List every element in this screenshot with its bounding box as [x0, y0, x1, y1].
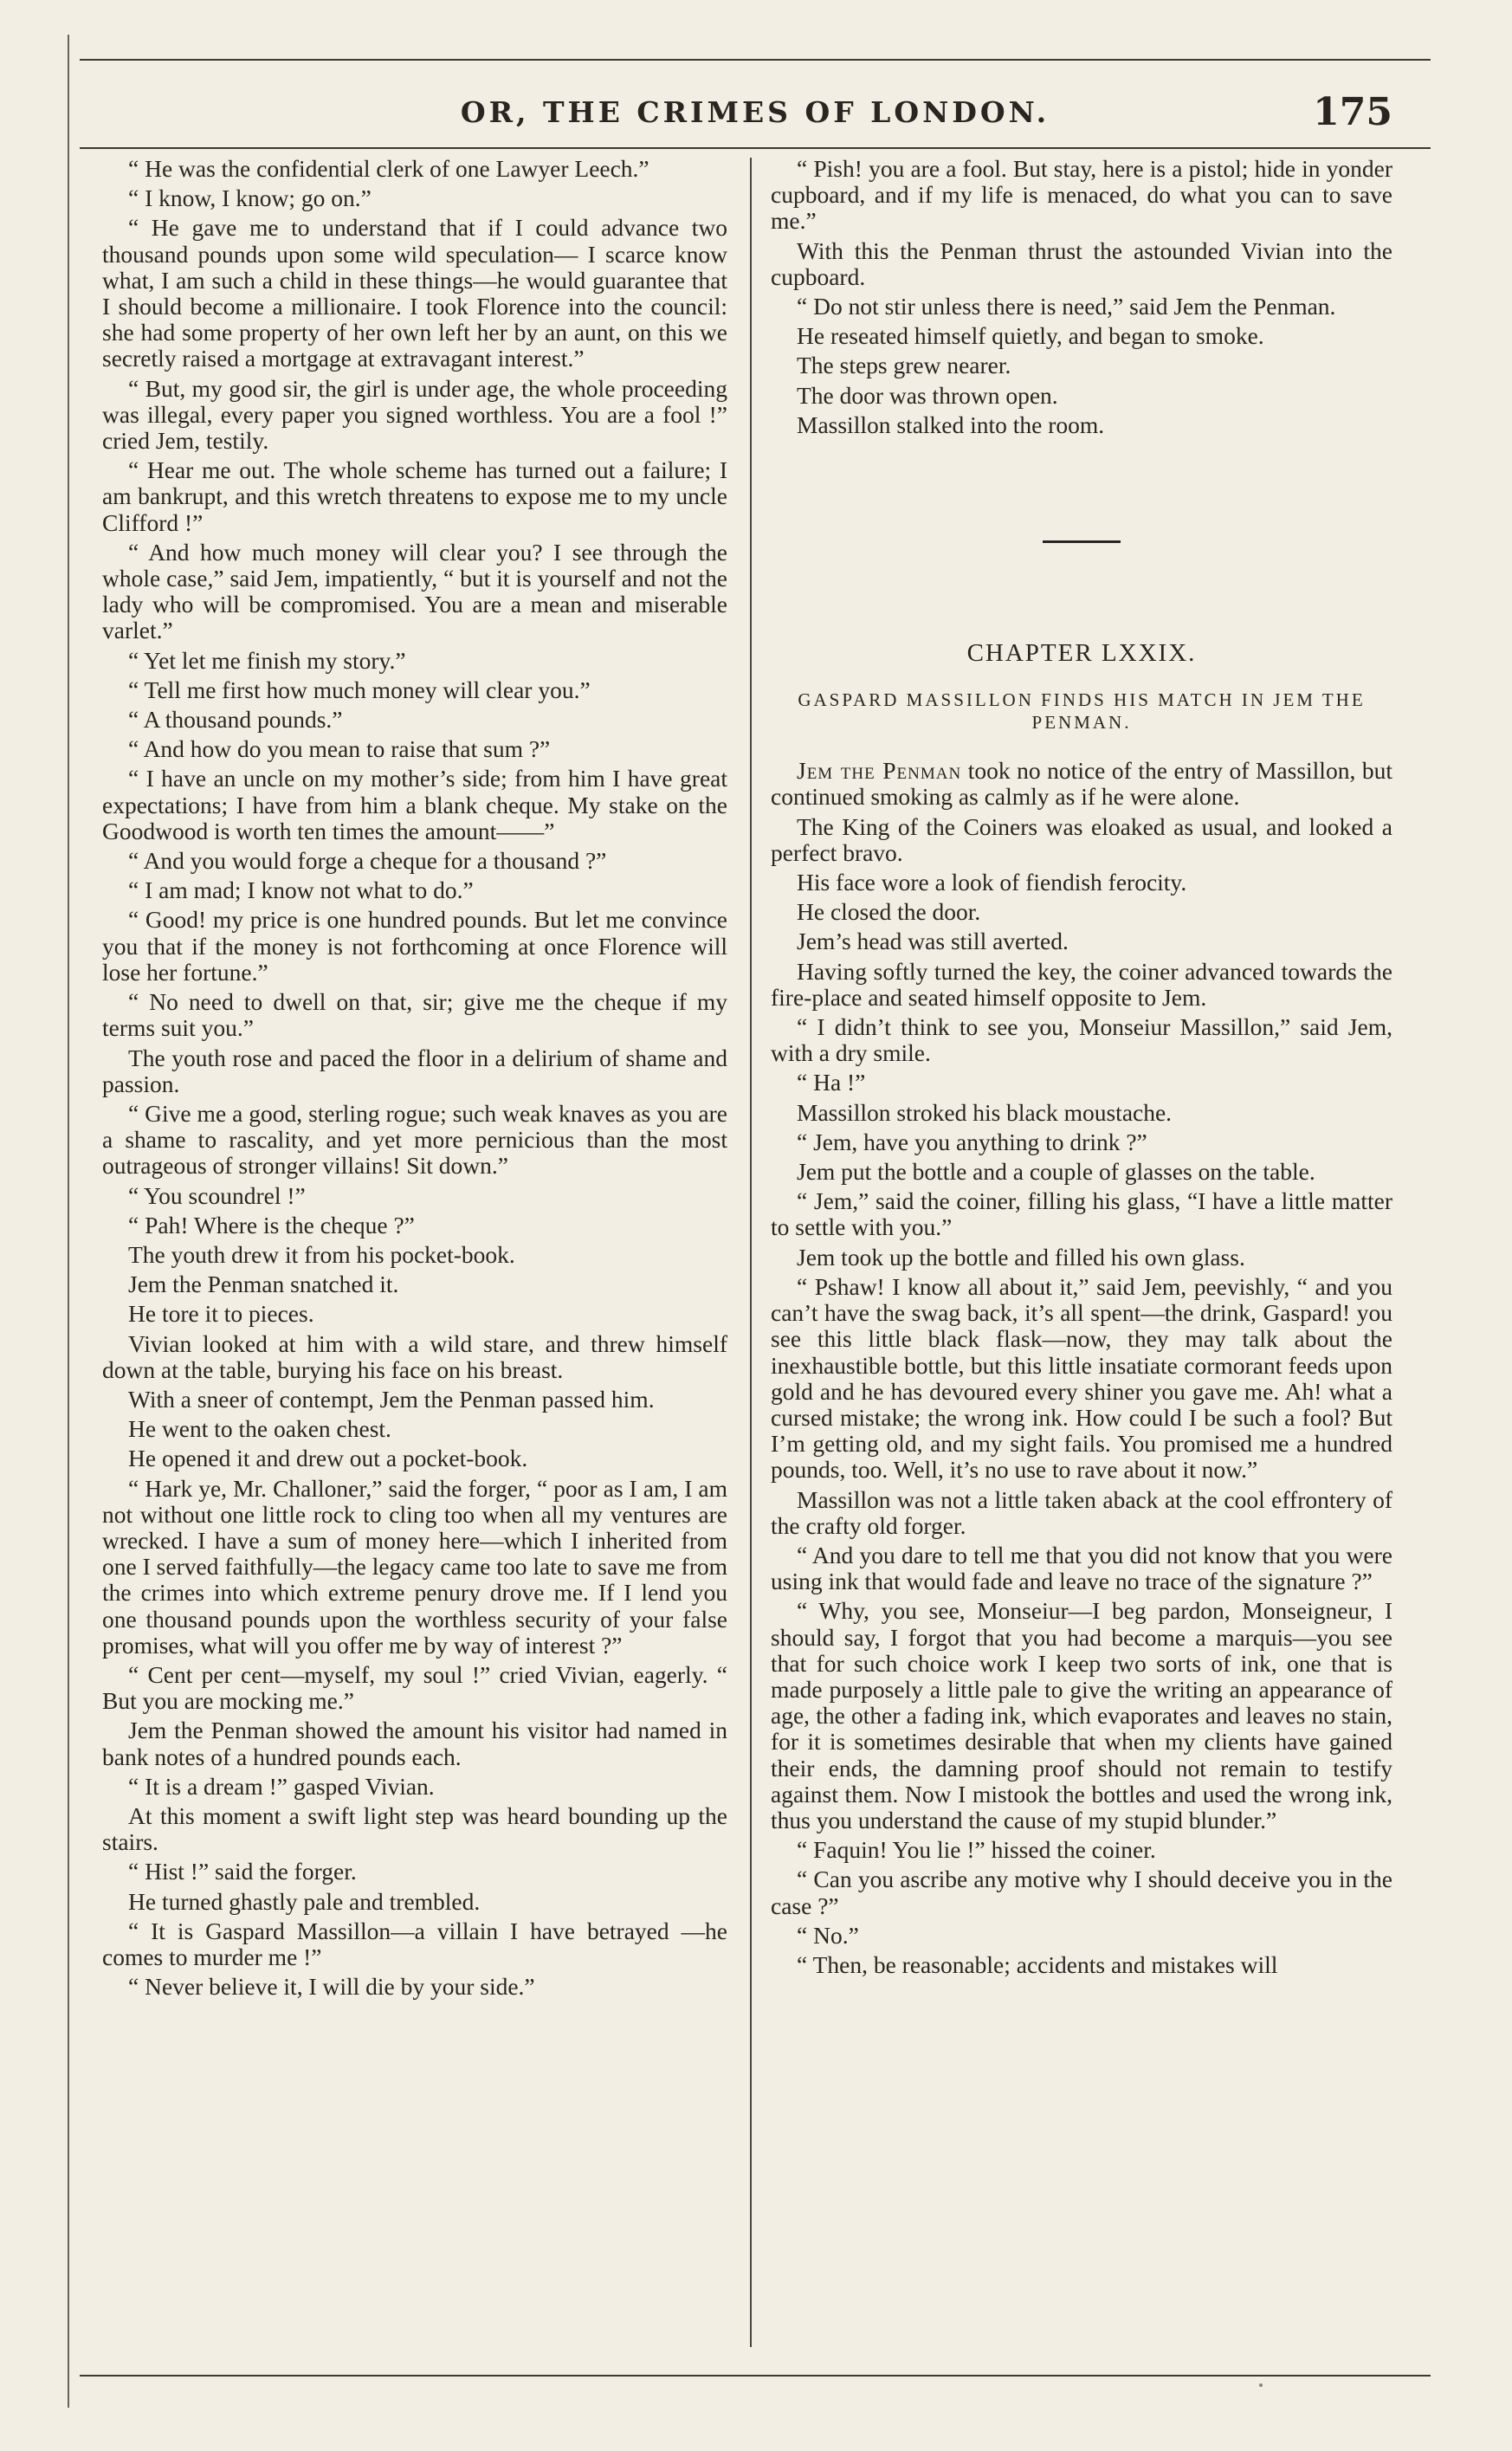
paragraph: The King of the Coiners was eloaked as usual, and looked a perfect bravo.	[771, 812, 1392, 866]
paragraph: At this moment a swift light step was heard bounding up the stairs.	[102, 1801, 727, 1856]
paragraph: “ Jem, have you anything to drink ?”	[797, 1128, 1147, 1155]
paragraph: The door was thrown open.	[797, 381, 1058, 409]
paragraph: Jem the Penman showed the amount his visitor had named in bank notes of a hundred pounds each.	[102, 1717, 727, 1770]
chapter-title: CHAPTER LXXIX.	[966, 639, 1197, 668]
paragraph: “ Pshaw! I know all about it,” said Jem, peevishly, “ and you can’t have the swag back, it’s all spent—the drink, Gaspard! you see this little black flask—now, they may talk about the inexhaustible bottle, but this little insatiate cormorant feeds upon gold and he has devoured every shiner you gave me. Ah! what a cursed mistake; the wrong ink. How could I be such a fool? But I’m getting old, and my sight fails. You promised me a hundred pounds, too. Well, it’s no use to rave about it now.”	[771, 1272, 1392, 1484]
paragraph: “ You scoundrel !”	[128, 1181, 306, 1209]
paragraph: “ Can you ascribe any motive why I should deceive you in the case ?”	[771, 1866, 1392, 1919]
paragraph: “ Jem,” said the coiner, filling his glass, “I have a little matter to settle with you.”	[771, 1187, 1392, 1241]
paragraph: Jem the Penman snatched it.	[128, 1271, 399, 1298]
paragraph: With a sneer of contempt, Jem the Penman passed him.	[128, 1385, 655, 1413]
page-number: 175	[1313, 90, 1392, 134]
paragraph: Jem’s head was still averted.	[797, 928, 1069, 955]
paragraph: “ Then, be reasonable; accidents and mistakes will	[797, 1950, 1278, 1978]
page-header	[80, 87, 1431, 139]
print-mark	[1259, 2383, 1263, 2387]
paragraph: Massillon stalked into the room.	[797, 411, 1105, 438]
paragraph: Jem put the bottle and a couple of glasses on the table.	[797, 1158, 1315, 1186]
header-rule	[80, 147, 1431, 149]
left-column	[102, 156, 727, 2003]
paragraph: “ It is Gaspard Massillon—a villain I have betrayed —he comes to murder me !”	[102, 1917, 727, 1970]
chapter-summary: GASPARD MASSILLON FINDS HIS MATCH IN JEM THE PENMAN.	[798, 689, 1366, 734]
paragraph: “ And you would forge a cheque for a thousand ?”	[128, 847, 607, 875]
paragraph: He closed the door.	[797, 898, 981, 926]
paragraph: “ It is a dream !” gasped Vivian.	[128, 1772, 435, 1800]
paragraph: Having softly turned the key, the coiner advanced towards the fire-place and seated himself opposite to Jem.	[771, 957, 1392, 1011]
paragraph: “ He gave me to understand that if I could advance two thousand pounds upon some wild speculation— I scarce know what, I am such a child in these things—he would guarantee that I should become a millionaire. I took Florence into the council: she had some property of her own left her by an aunt, on this we secretly raised a mortgage at extravagant interest.”	[102, 214, 727, 372]
paragraph: “ Hist !” said the forger.	[128, 1858, 357, 1885]
paragraph: The youth rose and paced the floor in a delirium of shame and passion.	[102, 1044, 727, 1097]
paragraph: “ Good! my price is one hundred pounds. But let me convince you that if the money is not forthcoming at once Florence will lose her fortune.”	[102, 906, 727, 986]
paragraph: The youth drew it from his pocket-book.	[128, 1240, 515, 1268]
paragraph: “ Yet let me finish my story.”	[128, 646, 406, 674]
paragraph: “ He was the confidential clerk of one Lawyer Leech.”	[128, 155, 649, 182]
column-divider	[750, 158, 752, 2347]
paragraph: “ But, my good sir, the girl is under age, the whole proceeding was illegal, every paper you signed worthless. You are a fool !” cried Jem, testily.	[102, 374, 727, 455]
paragraph: He tore it to pieces.	[128, 1300, 314, 1328]
paragraph: “ Cent per cent—myself, my soul !” cried Vivian, eagerly. “ But you are mocking me.”	[102, 1660, 727, 1715]
running-title: OR, THE CRIMES OF LONDON.	[460, 95, 1050, 129]
bottom-rule	[80, 2375, 1431, 2377]
paragraph: Jem took up the bottle and filled his own glass.	[797, 1243, 1245, 1271]
paragraph: With this the Penman thrust the astounded Vivian into the cupboard.	[771, 236, 1392, 290]
paragraph: “ Pah! Where is the cheque ?”	[128, 1211, 415, 1238]
paragraph: “ Never believe it, I will die by your side.”	[128, 1973, 535, 2001]
paragraph: “ Hear me out. The whole scheme has turned out a failure; I am bankrupt, and this wretch threatens to expose me to my uncle Clifford !”	[102, 456, 727, 536]
paragraph: Vivian looked at him with a wild stare, and threw himself down at the table, burying his face on his breast.	[102, 1329, 727, 1383]
paragraph: “ And how much money will clear you? I see through the whole case,” said Jem, impatiently, “ but it is yourself and not the lady who will be compromised. You are a mean and miserable varlet.”	[102, 538, 727, 644]
paragraph: “ I am mad; I know not what to do.”	[128, 876, 474, 904]
paragraph: “ Hark ye, Mr. Challoner,” said the forger, “ poor as I am, I am not without one little rock to cling too when all my ventures are wrecked. I have a sum of money here—which I inherited from one I served faithfully—the legacy came too late to save me from the crimes into which extreme penury drove me. If I lend you one thousand pounds upon the worthless security of your false promises, what will you offer me by way of interest ?”	[102, 1474, 727, 1659]
paragraph: He went to the oaken chest.	[128, 1415, 391, 1443]
paragraph: “ No.”	[797, 1921, 859, 1949]
paragraph: “ Tell me first how much money will clear you.”	[128, 676, 591, 703]
lead-name: Jem the Penman	[797, 757, 962, 785]
page-edge-line	[68, 35, 69, 2408]
paragraph: “ No need to dwell on that, sir; give me the cheque if my terms suit you.”	[102, 988, 727, 1042]
paragraph: Massillon stroked his black moustache.	[797, 1098, 1173, 1126]
paragraph: Massillon was not a little taken aback at the cool effrontery of the crafty old forger.	[771, 1485, 1392, 1539]
section-separator	[1043, 540, 1121, 543]
paragraph: He opened it and drew out a pocket-book.	[128, 1445, 528, 1472]
paragraph: “ Ha !”	[797, 1069, 866, 1096]
lead-text: took no notice of the entry of Massillon, but continued smoking as calmly as if he were alone.	[771, 757, 1393, 811]
paragraph: His face wore a look of fiendish ferocity.	[797, 869, 1187, 896]
paragraph: “ I didn’t think to see you, Monseiur Massillon,” said Jem, with a dry smile.	[771, 1013, 1392, 1067]
paragraph: “ Pish! you are a fool. But stay, here is a pistol; hide in yonder cupboard, and if my life is menaced, do what you can to save me.”	[771, 155, 1392, 235]
paragraph: “ Faquin! You lie !” hissed the coiner.	[797, 1836, 1156, 1864]
paragraph: He reseated himself quietly, and began to smoke.	[797, 322, 1264, 350]
paragraph: The steps grew nearer.	[797, 352, 1011, 379]
paragraph: He turned ghastly pale and trembled.	[128, 1887, 481, 1915]
chapter-lead-paragraph	[771, 758, 1392, 810]
paragraph: “ Do not stir unless there is need,” said Jem the Penman.	[797, 293, 1336, 320]
paragraph: “ And how do you mean to raise that sum ?”	[128, 735, 551, 763]
paragraph: “ A thousand pounds.”	[128, 706, 343, 734]
paragraph: “ And you dare to tell me that you did not know that you were using ink that would fade and leave no trace of the signature ?”	[771, 1541, 1392, 1595]
paragraph: “ I have an uncle on my mother’s side; from him I have great expectations; I have from him a blank cheque. My stake on the Goodwood is worth ten times the amount——”	[102, 765, 727, 844]
paragraph: “ Give me a good, sterling rogue; such weak knaves as you are a shame to rascality, and yet more pernicious than the most outrageous of stronger villains! Sit down.”	[102, 1099, 727, 1180]
top-rule	[80, 59, 1431, 61]
right-column	[771, 156, 1392, 1982]
paragraph: “ Why, you see, Monseiur—I beg pardon, Monseigneur, I should say, I forgot that you had become a marquis—you see that for such choice work I keep two sorts of ink, one that is made purposely a little pale to give the writing an appearance of age, the other a fading ink, which evaporates and leaves no stain, for it is sometimes desirable that when my clients have gained their ends, the damning proof should not remain to testify against them. Now I mistook the bottles and used the wrong ink, thus you understand the cause of my stupid blunder.”	[771, 1597, 1392, 1833]
paragraph: “ I know, I know; go on.”	[128, 184, 372, 212]
